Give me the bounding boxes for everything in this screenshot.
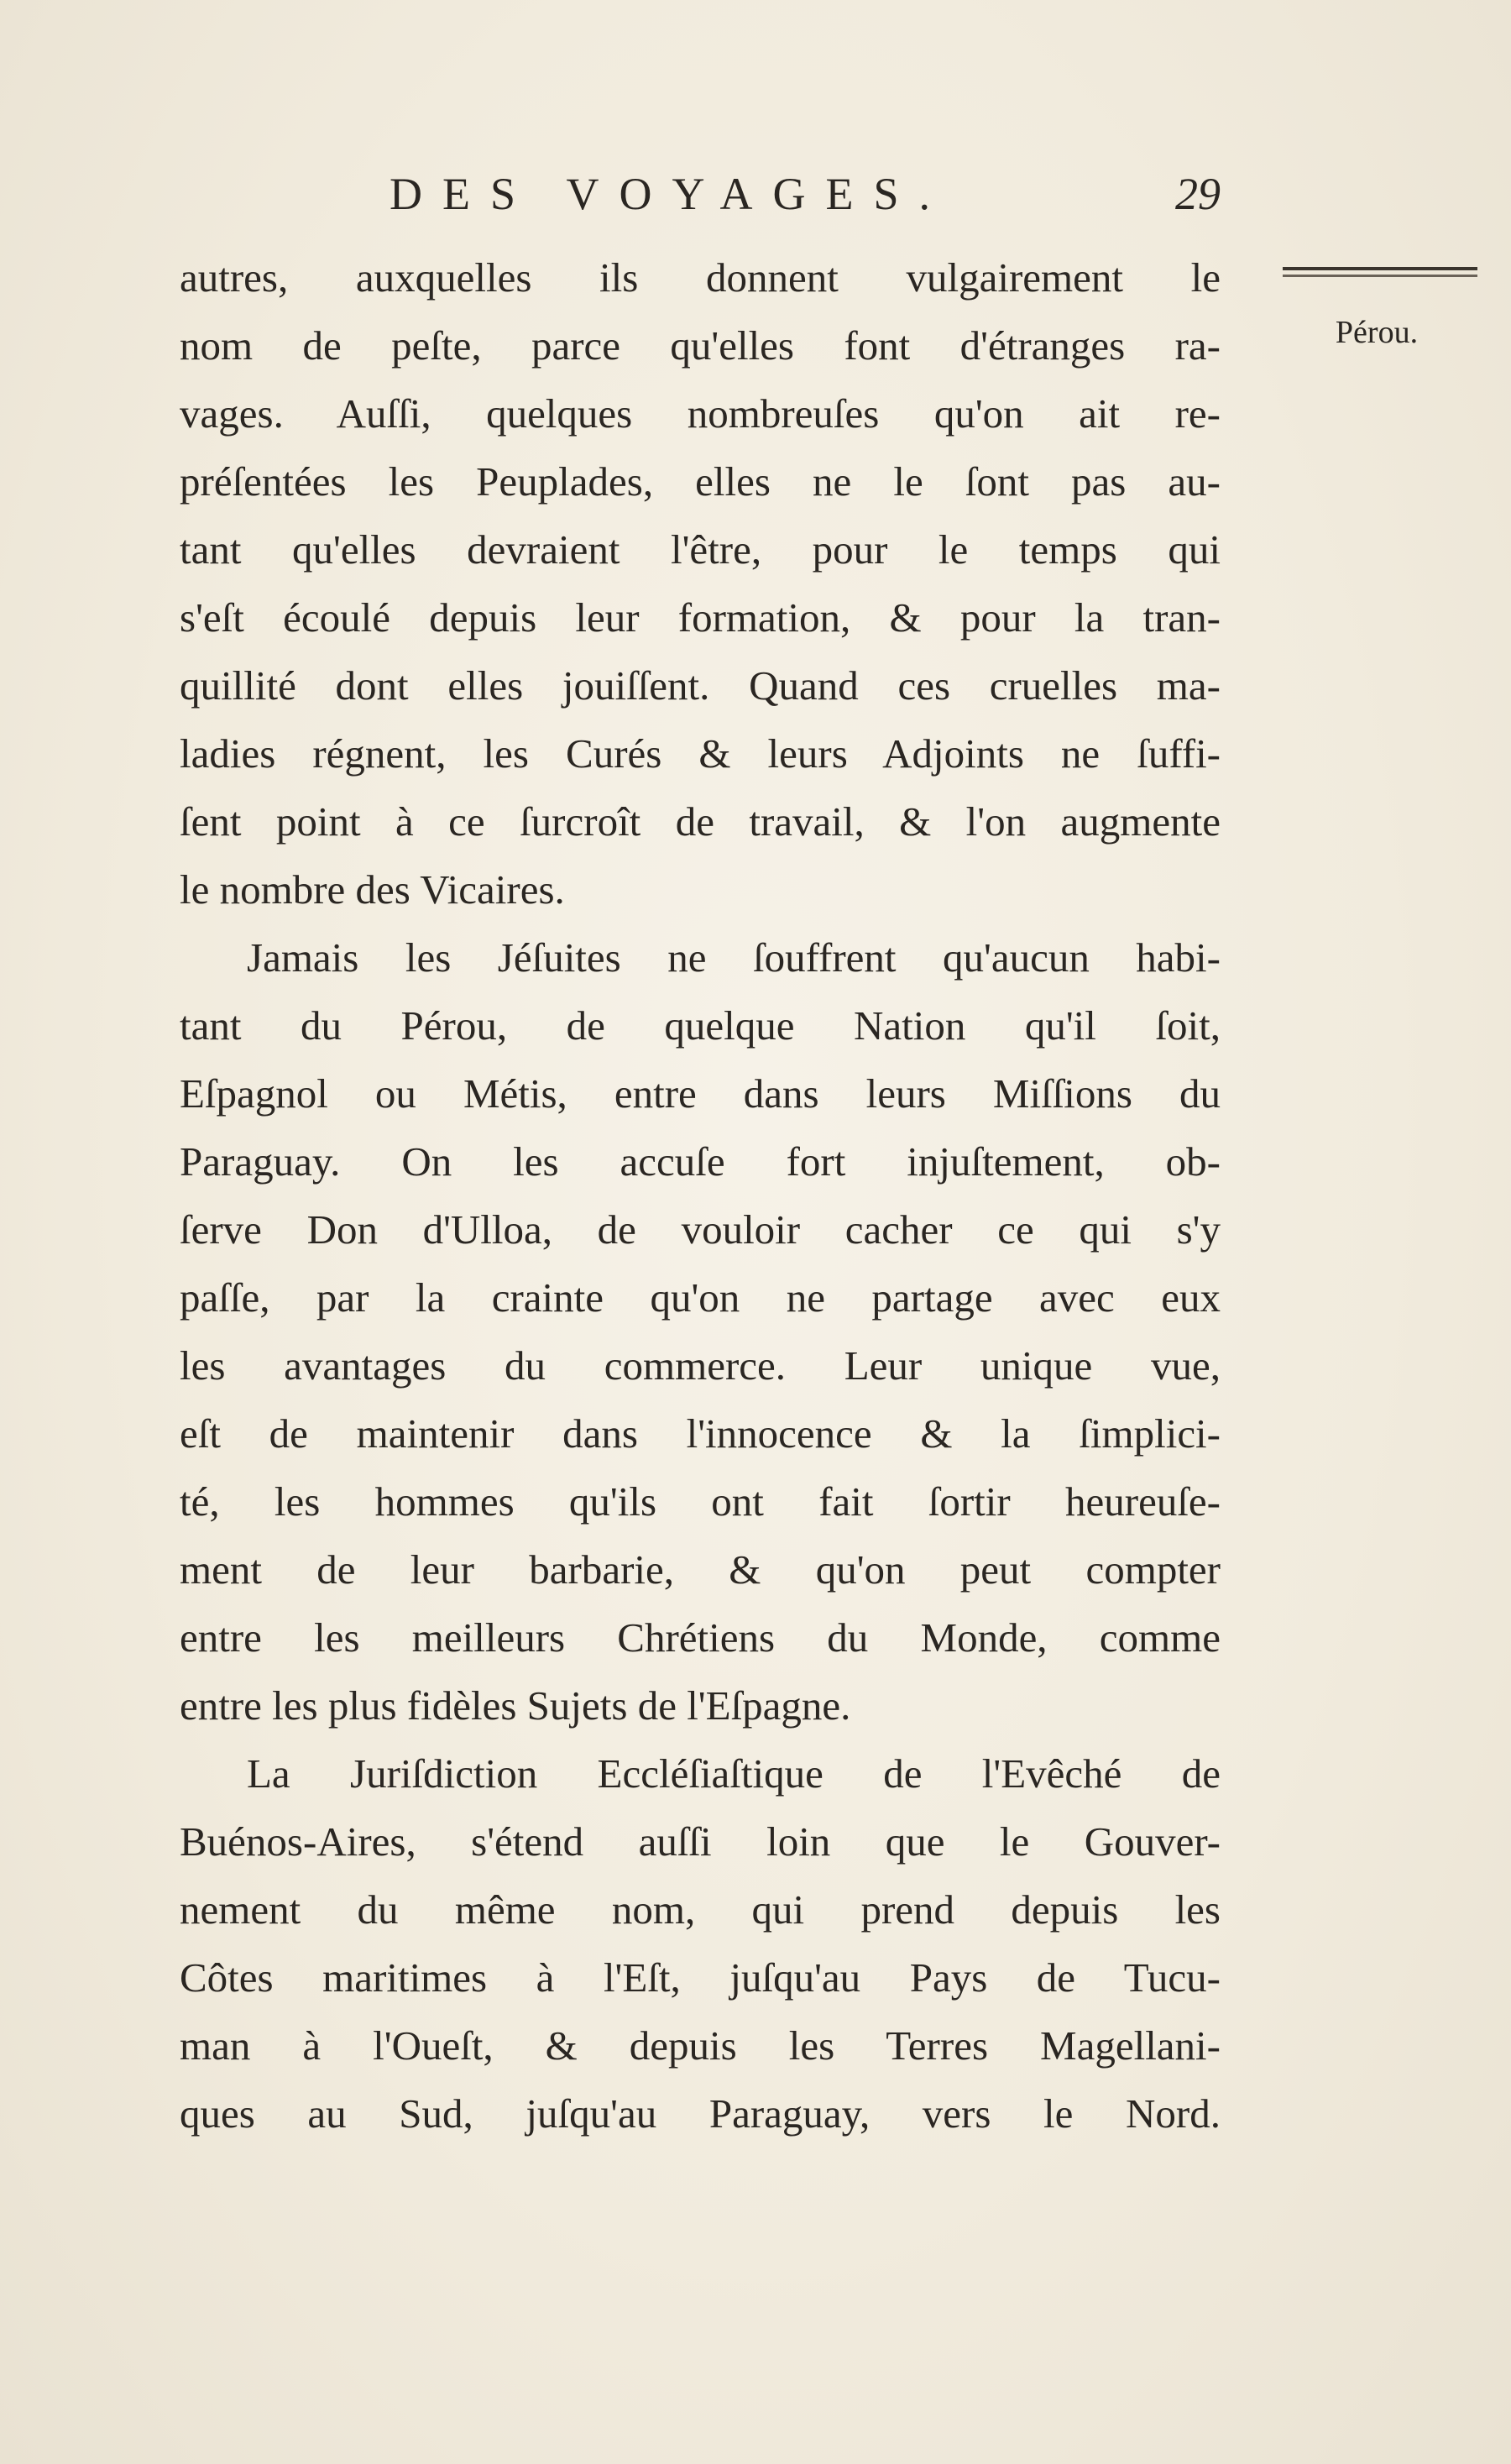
text-line: ment de leur barbarie, & qu'on peut compter [180,1546,1221,1593]
text-line: tant du Pérou, de quelque Nation qu'il ſoit, [180,1002,1221,1049]
margin-note: Pérou. [1335,315,1419,350]
text-line: entre les plus fidèles Sujets de l'Eſpagne. [180,1682,851,1729]
text-line: les avantages du commerce. Leur unique vue, [180,1342,1221,1389]
text-line: tant qu'elles devraient l'être, pour le temps qui [180,526,1221,573]
text-line: vages. Auſſi, quelques nombreuſes qu'on ait re- [180,390,1221,437]
running-head [180,165,1221,223]
text-line: Jamais les Jéſuites ne ſouffrent qu'aucun habi- [247,934,1221,981]
text-line: paſſe, par la crainte qu'on ne partage avec eux [180,1274,1221,1321]
text-line: té, les hommes qu'ils ont fait ſortir heureuſe- [180,1478,1221,1525]
text-line: Buénos-Aires, s'étend auſſi loin que le Gouver- [180,1818,1221,1865]
text-line: ladies régnent, les Curés & leurs Adjoints ne ſuffi- [180,730,1221,777]
text-line: nement du même nom, qui prend depuis les [180,1886,1221,1933]
text-line: ques au Sud, juſqu'au Paraguay, vers le Nord. [180,2090,1221,2137]
body-text [180,243,1221,2147]
text-line: le nombre des Vicaires. [180,866,565,913]
margin-rule [1283,267,1477,277]
page-number: 29 [1175,169,1221,219]
text-line: autres, auxquelles ils donnent vulgairement le [180,254,1221,301]
text-line: entre les meilleurs Chrétiens du Monde, comme [180,1614,1221,1661]
text-line: ſent point à ce ſurcroît de travail, & l'on augmente [180,798,1221,845]
text-line: quillité dont elles jouiſſent. Quand ces cruelles ma- [180,662,1221,709]
text-line: Côtes maritimes à l'Eſt, juſqu'au Pays de Tucu- [180,1954,1221,2001]
text-line: ſerve Don d'Ulloa, de vouloir cacher ce qui s'y [180,1206,1221,1253]
running-title: DES VOYAGES. [390,169,951,219]
text-line: Paraguay. On les accuſe fort injuſtement, ob- [180,1138,1221,1185]
text-line: La Juriſdiction Eccléſiaſtique de l'Evêché de [247,1750,1221,1797]
text-line: nom de peſte, parce qu'elles font d'étranges ra- [180,322,1221,369]
text-line: man à l'Oueſt, & depuis les Terres Magellani- [180,2022,1221,2069]
text-line: s'eſt écoulé depuis leur formation, & pour la tran- [180,594,1221,641]
text-line: Eſpagnol ou Métis, entre dans leurs Miſſions du [180,1070,1221,1117]
text-line: préſentées les Peuplades, elles ne le ſont pas au- [180,458,1221,505]
text-line: eſt de maintenir dans l'innocence & la ſimplici- [180,1410,1221,1457]
